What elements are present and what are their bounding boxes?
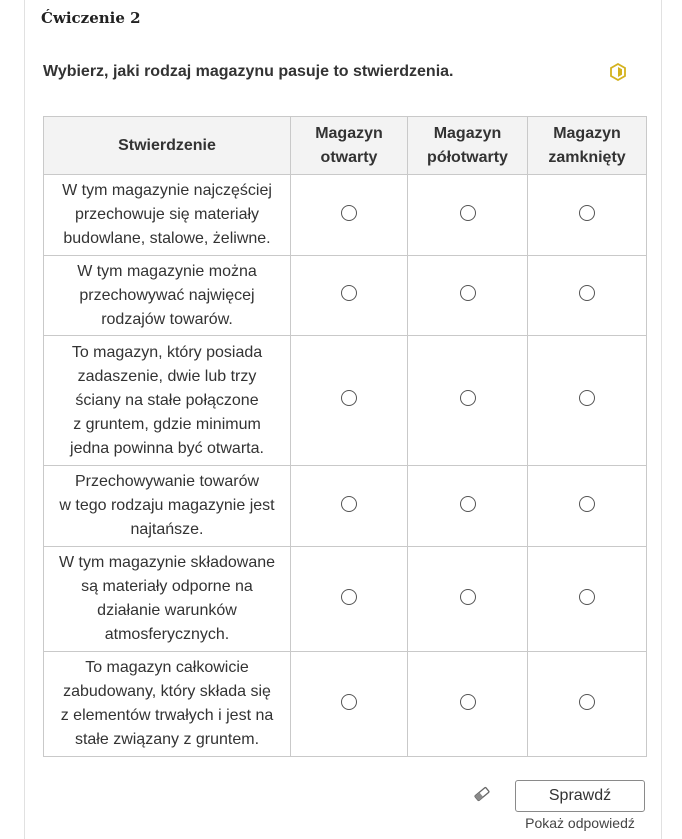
radio-open-warehouse[interactable] <box>341 496 357 512</box>
header-closed-warehouse: Magazyn zamknięty <box>528 117 647 175</box>
statement-cell <box>44 256 291 336</box>
statement-line: Przechowywanie towarów <box>74 473 260 490</box>
statement-line: działanie warunków <box>97 602 237 619</box>
radio-open-warehouse[interactable] <box>341 390 357 406</box>
statement-cell <box>44 547 291 652</box>
statement-cell <box>44 466 291 547</box>
statement-line: rodzajów towarów. <box>101 310 233 328</box>
difficulty-level-icon <box>609 63 627 81</box>
statement-cell <box>44 175 291 256</box>
statement-line: z gruntem, gdzie minimum <box>73 415 261 433</box>
option-cell-semi-open[interactable] <box>408 256 528 336</box>
option-cell-semi-open[interactable] <box>408 652 528 757</box>
radio-semi-open-warehouse[interactable] <box>460 285 476 301</box>
table-row <box>44 175 647 256</box>
option-cell-open[interactable] <box>291 466 408 547</box>
table-header-row <box>44 117 647 175</box>
statement-line: przechowywać najwięcej <box>79 286 255 304</box>
option-cell-open[interactable] <box>291 256 408 336</box>
header-statement: Stwierdzenie <box>44 117 291 175</box>
answer-table <box>43 116 647 757</box>
statement-line: z elementów trwałych i jest na <box>60 707 274 724</box>
radio-open-warehouse[interactable] <box>341 205 357 221</box>
statement-line: ściany na stałe połączone <box>75 391 259 409</box>
option-cell-semi-open[interactable] <box>408 466 528 547</box>
statement-line: W tym magazynie można <box>77 262 257 280</box>
table-row <box>44 336 647 466</box>
statement-line: W tym magazynie najczęściej <box>62 182 272 199</box>
radio-semi-open-warehouse[interactable] <box>460 694 476 710</box>
statement-line: atmosferycznych. <box>104 626 230 643</box>
radio-open-warehouse[interactable] <box>341 589 357 605</box>
option-cell-closed[interactable] <box>528 175 647 256</box>
option-cell-open[interactable] <box>291 175 408 256</box>
statement-line: To magazyn, który posiada <box>71 343 263 361</box>
radio-closed-warehouse[interactable] <box>579 496 595 512</box>
radio-semi-open-warehouse[interactable] <box>460 589 476 605</box>
table-row <box>44 256 647 336</box>
statement-line: są materiały odporne na <box>81 578 253 595</box>
option-cell-semi-open[interactable] <box>408 175 528 256</box>
option-cell-closed[interactable] <box>528 336 647 466</box>
option-cell-closed[interactable] <box>528 256 647 336</box>
option-cell-semi-open[interactable] <box>408 336 528 466</box>
eraser-icon[interactable] <box>472 784 492 804</box>
statement-line: zabudowany, który składa się <box>63 683 271 700</box>
option-cell-closed[interactable] <box>528 652 647 757</box>
radio-open-warehouse[interactable] <box>341 694 357 710</box>
statement-line: w tego rodzaju magazynie jest <box>59 497 275 514</box>
radio-closed-warehouse[interactable] <box>579 205 595 221</box>
option-cell-open[interactable] <box>291 652 408 757</box>
statement-line: przechowuje się materiały <box>74 206 260 223</box>
option-cell-closed[interactable] <box>528 547 647 652</box>
table-row <box>44 652 647 757</box>
statement-line: budowlane, stalowe, żeliwne. <box>63 230 271 247</box>
statement-line: stałe związany z gruntem. <box>74 731 260 748</box>
statement-line: najtańsze. <box>130 521 204 538</box>
radio-closed-warehouse[interactable] <box>579 285 595 301</box>
radio-semi-open-warehouse[interactable] <box>460 496 476 512</box>
statement-line: zadaszenie, dwie lub trzy <box>77 367 257 385</box>
instruction-text: Wybierz, jaki rodzaj magazynu pasuje to stwierdzenia. <box>43 63 454 80</box>
option-cell-open[interactable] <box>291 336 408 466</box>
statement-line: To magazyn całkowicie <box>85 659 249 676</box>
option-cell-closed[interactable] <box>528 466 647 547</box>
radio-semi-open-warehouse[interactable] <box>460 390 476 406</box>
statement-line: W tym magazynie składowane <box>58 554 276 571</box>
header-semi-open-warehouse: Magazyn półotwarty <box>408 117 528 175</box>
radio-closed-warehouse[interactable] <box>579 589 595 605</box>
statement-cell <box>44 652 291 757</box>
radio-closed-warehouse[interactable] <box>579 390 595 406</box>
show-answer-link[interactable]: Pokaż odpowiedź <box>525 815 635 831</box>
radio-closed-warehouse[interactable] <box>579 694 595 710</box>
radio-open-warehouse[interactable] <box>341 285 357 301</box>
header-open-warehouse: Magazyn otwarty <box>291 117 408 175</box>
option-cell-semi-open[interactable] <box>408 547 528 652</box>
table-row <box>44 547 647 652</box>
option-cell-open[interactable] <box>291 547 408 652</box>
statement-cell <box>44 336 291 466</box>
exercise-title: Ćwiczenie 2 <box>41 9 141 27</box>
radio-semi-open-warehouse[interactable] <box>460 205 476 221</box>
check-button[interactable]: Sprawdź <box>515 780 645 812</box>
statement-line: jedna powinna być otwarta. <box>70 439 264 457</box>
table-row <box>44 466 647 547</box>
